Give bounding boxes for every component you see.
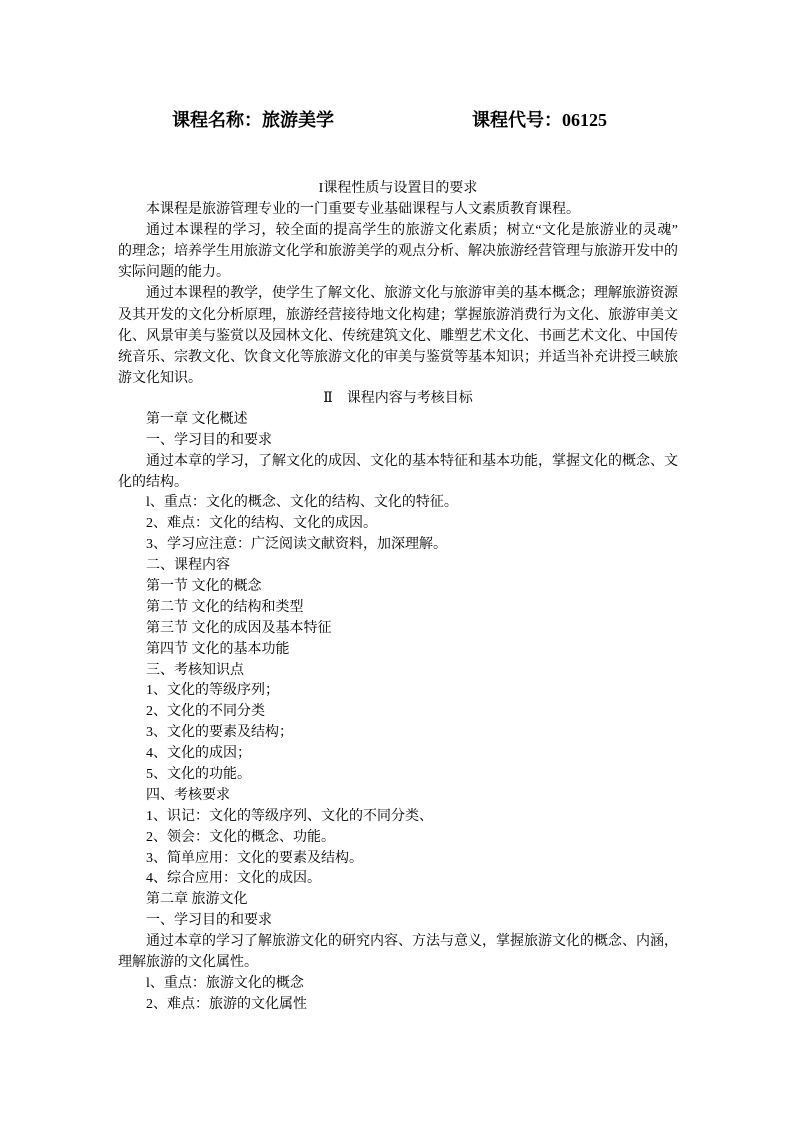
course-name: 课程名称：旅游美学 [172,110,334,130]
paragraph: 本课程是旅游管理专业的一门重要专业基础课程与人文素质教育课程。 [146,202,580,218]
list-item: 2、难点：旅游的文化属性 [146,996,307,1012]
list-item: 1、文化的等级序列； [146,683,279,699]
paragraph-line: 通过本课程的学习，较全面的提高学生的旅游文化素质；树立“文化是旅游业的灵魂” [146,223,678,239]
list-item: 2、文化的不同分类 [146,704,265,720]
paragraph-line: 的理念；培养学生用旅游文化学和旅游美学的观点分析、解决旅游经营管理与旅游开发中的 [118,244,678,260]
part-1-heading: I课程性质与设置目的要求 [318,181,478,196]
part-2-heading: Ⅱ 课程内容与考核目标 [323,390,473,406]
paragraph-line: 实际问题的能力。 [118,265,230,281]
paragraph-line: 通过本章的学习，了解文化的成因、文化的基本特征和基本功能，掌握文化的概念、文 [146,453,678,469]
paragraph-line: 理解旅游的文化属性。 [118,954,258,970]
paragraph-line: 统音乐、宗教文化、饮食文化等旅游文化的审美与鉴赏等基本知识；并适当补充讲授三峡旅 [118,349,678,365]
paragraph-line: 游文化知识。 [118,370,202,386]
part-2 [118,389,678,1016]
chapter-title: 第二章 旅游文化 [146,892,248,908]
subheading: 一、学习目的和要求 [146,913,272,929]
list-item: 4、综合应用：文化的成因。 [146,871,321,887]
course-code: 课程代号：06125 [472,110,607,130]
subheading: 二、课程内容 [146,558,230,574]
section-item: 第四节 文化的基本功能 [146,641,290,657]
list-item: 3、简单应用：文化的要素及结构。 [146,850,363,866]
list-item: 2、难点：文化的结构、文化的成因。 [146,516,377,532]
list-item: l、重点：旅游文化的概念 [146,975,304,991]
paragraph-line: 通过本课程的教学，使学生了解文化、旅游文化与旅游审美的基本概念；理解旅游资源 [146,286,678,302]
list-item: 3、学习应注意：广泛阅读文献资料，加深理解。 [146,537,447,553]
document-body [118,178,678,1016]
section-item: 第一节 文化的概念 [146,578,262,594]
part-1 [118,178,678,389]
section-item: 第二节 文化的结构和类型 [146,599,304,615]
subheading: 一、学习目的和要求 [146,432,272,448]
paragraph-line: 化、风景审美与鉴赏以及园林文化、传统建筑文化、雕塑艺术文化、书画艺术文化、中国传 [118,328,678,344]
section-item: 第三节 文化的成因及基本特征 [146,620,332,636]
list-item: 1、识记：文化的等级序列、文化的不同分类、 [146,808,433,824]
list-item: 5、文化的功能。 [146,766,251,782]
list-item: 2、领会：文化的概念、功能。 [146,829,335,845]
subheading: 三、考核知识点 [146,662,244,678]
chapter-title: 第一章 文化概述 [146,411,248,427]
paragraph-line: 及其开发的文化分析原理，旅游经营接待地文化构建；掌握旅游消费行为文化、旅游审美文 [118,307,678,323]
list-item: 3、文化的要素及结构； [146,725,293,741]
list-item: l、重点：文化的概念、文化的结构、文化的特征。 [146,495,458,511]
subheading: 四、考核要求 [146,787,230,803]
paragraph-line: 通过本章的学习了解旅游文化的研究内容、方法与意义，掌握旅游文化的概念、内涵， [146,934,678,950]
list-item: 4、文化的成因； [146,746,251,762]
paragraph-line: 化的结构。 [118,474,188,490]
